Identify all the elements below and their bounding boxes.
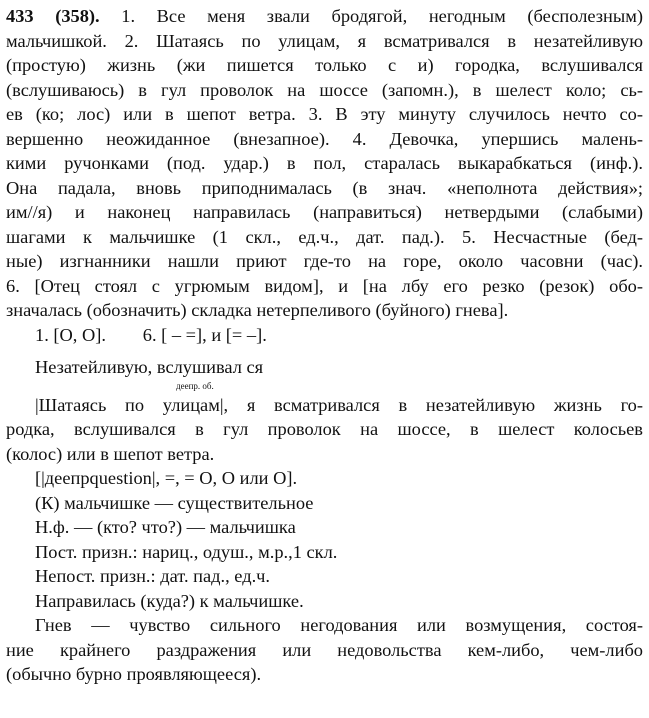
analysis-line: Направилась (куда?) к мальчишке. bbox=[35, 590, 304, 611]
exercise-line: мальчишкой. 2. Шатаясь по улицам, я всматривался в незатейливую bbox=[6, 30, 643, 51]
exercise-line: (вслушиваюсь) в гул проволок на шоссе (запомн.), в шелест коло; сь- bbox=[6, 79, 643, 100]
exercise-line: ев (ко; лос) или в шепот ветра. 3. В эту минуту случилось нечто со- bbox=[6, 104, 643, 124]
analysis-line: Н.ф. — (кто? что?) — мальчишка bbox=[35, 517, 296, 537]
exercise-line bbox=[6, 4, 643, 29]
analysis-line: Непост. призн.: дат. пад., ед.ч. bbox=[35, 566, 271, 586]
exercise-line: 6. [Отец стоял с угрюмым видом], и [на лбу его резко (резок) обо- bbox=[6, 275, 643, 296]
analysis-line: (К) мальчишке — существительное bbox=[35, 492, 314, 513]
parsed-sentence-line: |Шатаясь по улицам|, я всматривался в незатейливую жизнь го- bbox=[35, 394, 643, 415]
exercise-line: (простую) жизнь (жи пишется только с и) городка, вслушивался bbox=[6, 55, 643, 75]
exercise-line: шагами к мальчишке (1 скл., ед.ч., дат. пад.). 5. Несчастные (бед- bbox=[6, 226, 643, 247]
participle-note: деепр. об. bbox=[176, 380, 214, 391]
sentence-scheme-2: [|деепрquestion|, =, = О, О или О]. bbox=[35, 468, 298, 488]
sentence-scheme: 1. [О, О]. 6. [ – =], и [= –]. bbox=[35, 324, 267, 345]
parsed-sentence-line: (колос) или в шепот ветра. bbox=[6, 443, 215, 464]
definition-line: ние крайнего раздражения или недовольства кем-либо, чем-либо bbox=[6, 639, 643, 660]
exercise-line-rest: 1. Все меня звали бродягой, негодным (бесполезным) bbox=[121, 6, 643, 26]
exercise-line: им//я) и наконец направилась (направиться) нетвердыми (слабыми) bbox=[6, 202, 643, 222]
exercise-number: 433 (358). bbox=[6, 6, 100, 26]
exercise-line: ные) изгнанники нашли приют где-то на горе, около часовни (час). bbox=[6, 251, 643, 271]
morpheme-analysis: Незатейливую, вслушивал ся bbox=[35, 357, 264, 377]
exercise-line: вершенно неожиданное (внезапное). 4. Девочка, упершись малень- bbox=[6, 128, 643, 149]
definition-line: Гнев — чувство сильного негодования или возмущения, состоя- bbox=[35, 615, 643, 635]
exercise-line: Она падала, вновь приподнималась (в знач. «неполнота действия»; bbox=[6, 177, 643, 198]
definition-line: (обычно бурно проявляющееся). bbox=[6, 664, 262, 684]
parsed-sentence-line: родка, вслушивался в гул проволок на шоссе, в шелест колосьев bbox=[6, 419, 643, 439]
analysis-line: Пост. призн.: нариц., одуш., м.р.,1 скл. bbox=[35, 541, 338, 562]
exercise-line: значалась (обозначить) складка нетерпеливого (буйного) гнева]. bbox=[6, 300, 509, 320]
exercise-line: кими ручонками (под. удар.) в пол, старалась выкарабкаться (инф.). bbox=[6, 153, 643, 173]
